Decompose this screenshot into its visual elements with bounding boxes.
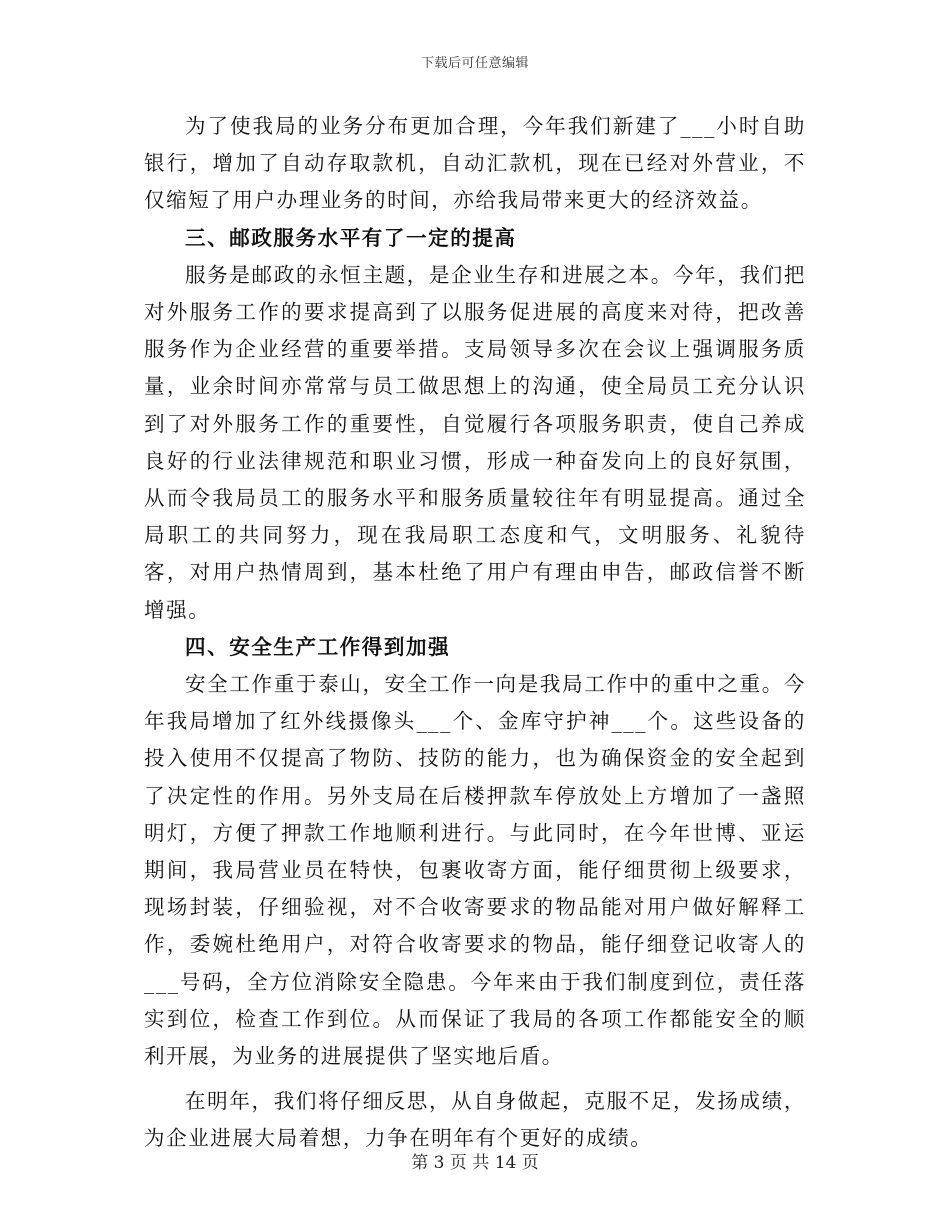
paragraph-self-service-bank: 为了使我局的业务分布更加合理，今年我们新建了___小时自助银行，增加了自动存取款机，自动汇款机，现在已经对外营业，不仅缩短了用户办理业务的时间，亦给我局带来更大的经济效益。 [144,114,806,213]
paragraph-safety: 安全工作重于泰山，安全工作一向是我局工作中的重中之重。今年我局增加了红外线摄像头___个、金库守护神___个。这些设备的投入使用不仅提高了物防、技防的能力，也为确保资金的安全起到了决定性的作用。另外支局在后楼押款车停放处上方增加了一盏照明灯，方便了押款工作地顺利进行。与此同时，在今年世博、亚运期间，我局营业员在特快，包裹收寄方面，能仔细贯彻上级要求，现场封装，仔细验视，对不合收寄要求的物品能对用户做好解释工作，委婉杜绝用户，对符合收寄要求的物品，能仔细登记收寄人的___号码，全方位消除安全隐患。今年来由于我们制度到位，责任落实到位，检查工作到位。从而保证了我局的各项工作都能安全的顺利开展，为业务的进展提供了坚实地后盾。 [144,672,806,1069]
paragraph-service-quality: 服务是邮政的永恒主题，是企业生存和进展之本。今年，我们把对外服务工作的要求提高到了以服务促进展的高度来对待，把改善服务作为企业经营的重要举措。支局领导多次在会议上强调服务质量，业余时间亦常常与员工做思想上的沟通，使全局员工充分认识到了对外服务工作的重要性，自觉履行各项服务职责，使自己养成良好的行业法律规范和职业习惯，形成一种奋发向上的良好氛围，从而令我局员工的服务水平和服务质量较往年有明显提高。通过全局职工的共同努力，现在我局职工态度和气，文明服务、礼貌待客，对用户热情周到，基本杜绝了用户有理由申告，邮政信誉不断增强。 [144,262,806,622]
section-heading-safety: 四、安全生产工作得到加强 [185,634,451,659]
section-heading-service-quality: 三、邮政服务水平有了一定的提高 [185,225,517,250]
document-body [144,108,806,1158]
paragraph-outlook: 在明年，我们将仔细反思，从自身做起，克服不足，发扬成绩，为企业进展大局着想，力争在明年有个更好的成绩。 [144,1089,806,1151]
page-number: 第 3 页 共 14 页 [411,1153,539,1173]
page-header-note: 下载后可任意编辑 [420,56,529,71]
